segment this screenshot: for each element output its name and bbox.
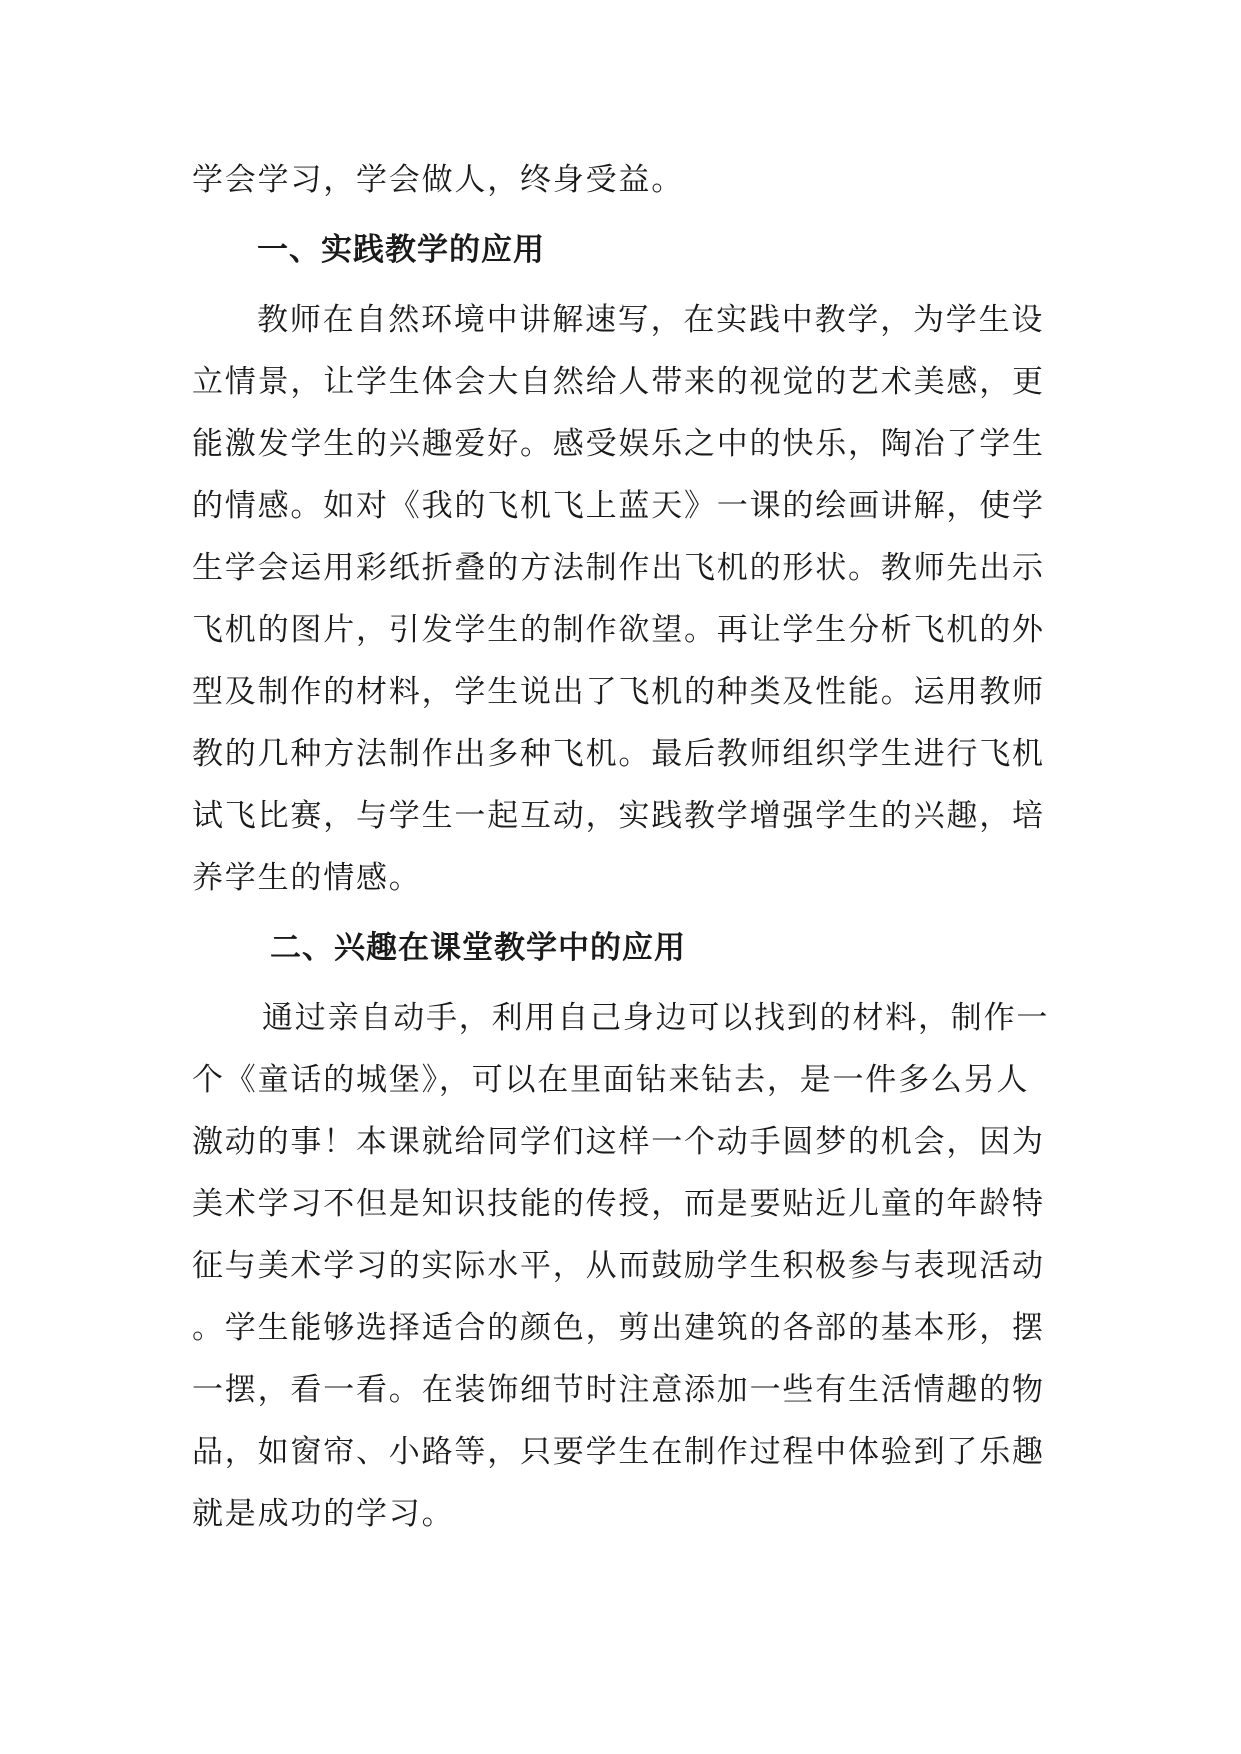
text-line: 个《童话的城堡》，可以在里面钻来钻去，是一件多么另人 xyxy=(192,1062,1030,1098)
text-line: 飞机的图片，引发学生的制作欲望。再让学生分析飞机的外 xyxy=(192,612,1045,648)
text-line: 教师在自然环境中讲解速写，在实践中教学，为学生设 xyxy=(257,302,1045,338)
text-line: 养学生的情感。 xyxy=(192,860,422,896)
text-line: 。学生能够选择适合的颜色，剪出建筑的各部的基本形，摆 xyxy=(192,1310,1045,1346)
text-line: 生学会运用彩纸折叠的方法制作出飞机的形状。教师先出示 xyxy=(192,550,1045,586)
section-heading-1: 一、实践教学的应用 xyxy=(257,232,545,268)
text-line: 征与美术学习的实际水平，从而鼓励学生积极参与表现活动 xyxy=(192,1248,1045,1284)
text-line: 品，如窗帘、小路等，只要学生在制作过程中体验到了乐趣 xyxy=(192,1434,1045,1470)
text-line: 试飞比赛，与学生一起互动，实践教学增强学生的兴趣，培 xyxy=(192,798,1045,834)
text-line: 的情感。如对《我的飞机飞上蓝天》一课的绘画讲解，使学 xyxy=(192,488,1045,524)
text-line: 型及制作的材料，学生说出了飞机的种类及性能。运用教师 xyxy=(192,674,1045,710)
text-line: 一摆，看一看。在装饰细节时注意添加一些有生活情趣的物 xyxy=(192,1372,1045,1408)
text-line: 立情景，让学生体会大自然给人带来的视觉的艺术美感，更 xyxy=(192,364,1045,400)
text-line: 激动的事！本课就给同学们这样一个动手圆梦的机会，因为 xyxy=(192,1124,1045,1160)
text-line: 教的几种方法制作出多种飞机。最后教师组织学生进行飞机 xyxy=(192,736,1045,772)
text-line: 就是成功的学习。 xyxy=(192,1496,455,1532)
text-line: 能激发学生的兴趣爱好。感受娱乐之中的快乐，陶冶了学生 xyxy=(192,426,1045,462)
text-line: 通过亲自动手，利用自己身边可以找到的材料，制作一 xyxy=(262,1000,1050,1036)
text-line: 学会学习，学会做人，终身受益。 xyxy=(192,162,684,198)
text-line: 美术学习不但是知识技能的传授，而是要贴近儿童的年龄特 xyxy=(192,1186,1045,1222)
section-heading-2: 二、兴趣在课堂教学中的应用 xyxy=(270,930,686,966)
